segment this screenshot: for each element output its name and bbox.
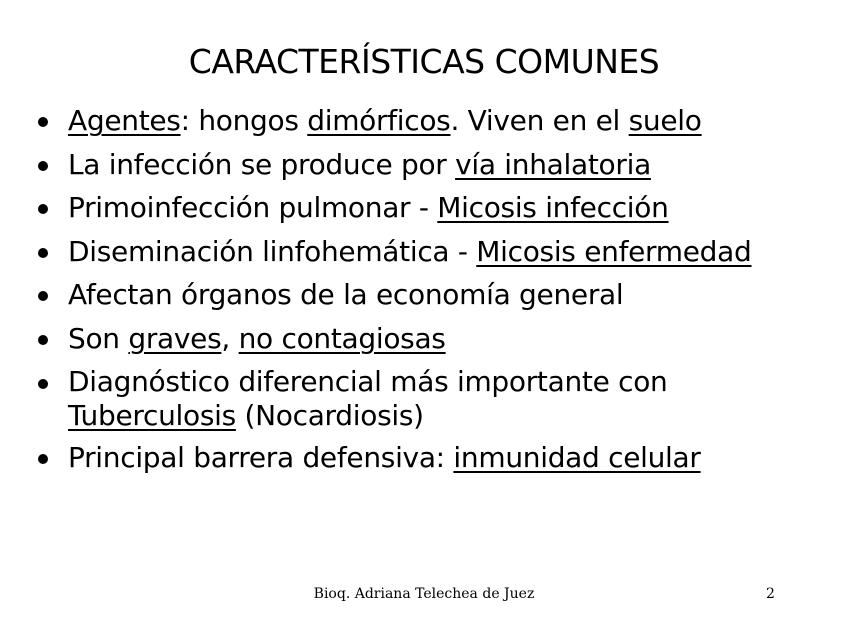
bullet-item — [35, 317, 835, 361]
bullet-dot-icon — [38, 335, 48, 345]
footer-author: Bioq. Adriana Telechea de Juez — [313, 586, 535, 602]
slide-title: CARACTERÍSTICAS COMUNES — [188, 42, 660, 81]
bullet-text: La infección se produce por — [68, 147, 456, 181]
underlined-term: Agentes — [68, 104, 181, 137]
bullet-item — [35, 365, 835, 433]
bullet-text: Diseminación linfohemática - — [68, 234, 477, 268]
bullet-item — [35, 436, 835, 480]
underlined-term: Tuberculosis — [68, 399, 236, 432]
bullet-text: , — [221, 321, 239, 355]
bullet-text: : hongos — [180, 104, 308, 137]
bullet-dot-icon — [38, 291, 48, 301]
bullet-dot-icon — [38, 248, 48, 258]
underlined-term: inmunidad celular — [453, 441, 701, 474]
bullet-dot-icon — [38, 117, 48, 127]
page-number: 2 — [766, 586, 775, 602]
bullet-item — [35, 99, 835, 143]
underlined-term: vía inhalatoria — [455, 147, 651, 181]
underlined-term: no contagiosas — [238, 321, 446, 355]
bullet-text: . Viven en el — [450, 104, 629, 137]
bullet-text: Diagnóstico diferencial más importante con — [68, 365, 668, 398]
bullet-item — [35, 143, 835, 187]
bullet-list — [35, 99, 835, 480]
bullet-text: Afectan órganos de la economía general — [68, 278, 624, 311]
bullet-item — [35, 186, 835, 230]
underlined-term: graves — [128, 321, 222, 355]
bullet-item — [35, 230, 835, 274]
bullet-dot-icon — [38, 204, 48, 214]
bullet-dot-icon — [38, 379, 48, 389]
bullet-text: Primoinfección pulmonar - — [68, 191, 438, 224]
bullet-dot-icon — [38, 454, 48, 464]
bullet-text: Principal barrera defensiva: — [68, 441, 454, 474]
bullet-text: (Nocardiosis) — [235, 399, 424, 432]
underlined-term: dimórficos — [307, 104, 451, 137]
underlined-term: suelo — [628, 104, 702, 137]
bullet-item — [35, 273, 835, 317]
bullet-dot-icon — [38, 161, 48, 171]
underlined-term: Micosis infección — [437, 191, 669, 224]
underlined-term: Micosis enfermedad — [476, 234, 752, 268]
bullet-text: Son — [68, 321, 129, 355]
